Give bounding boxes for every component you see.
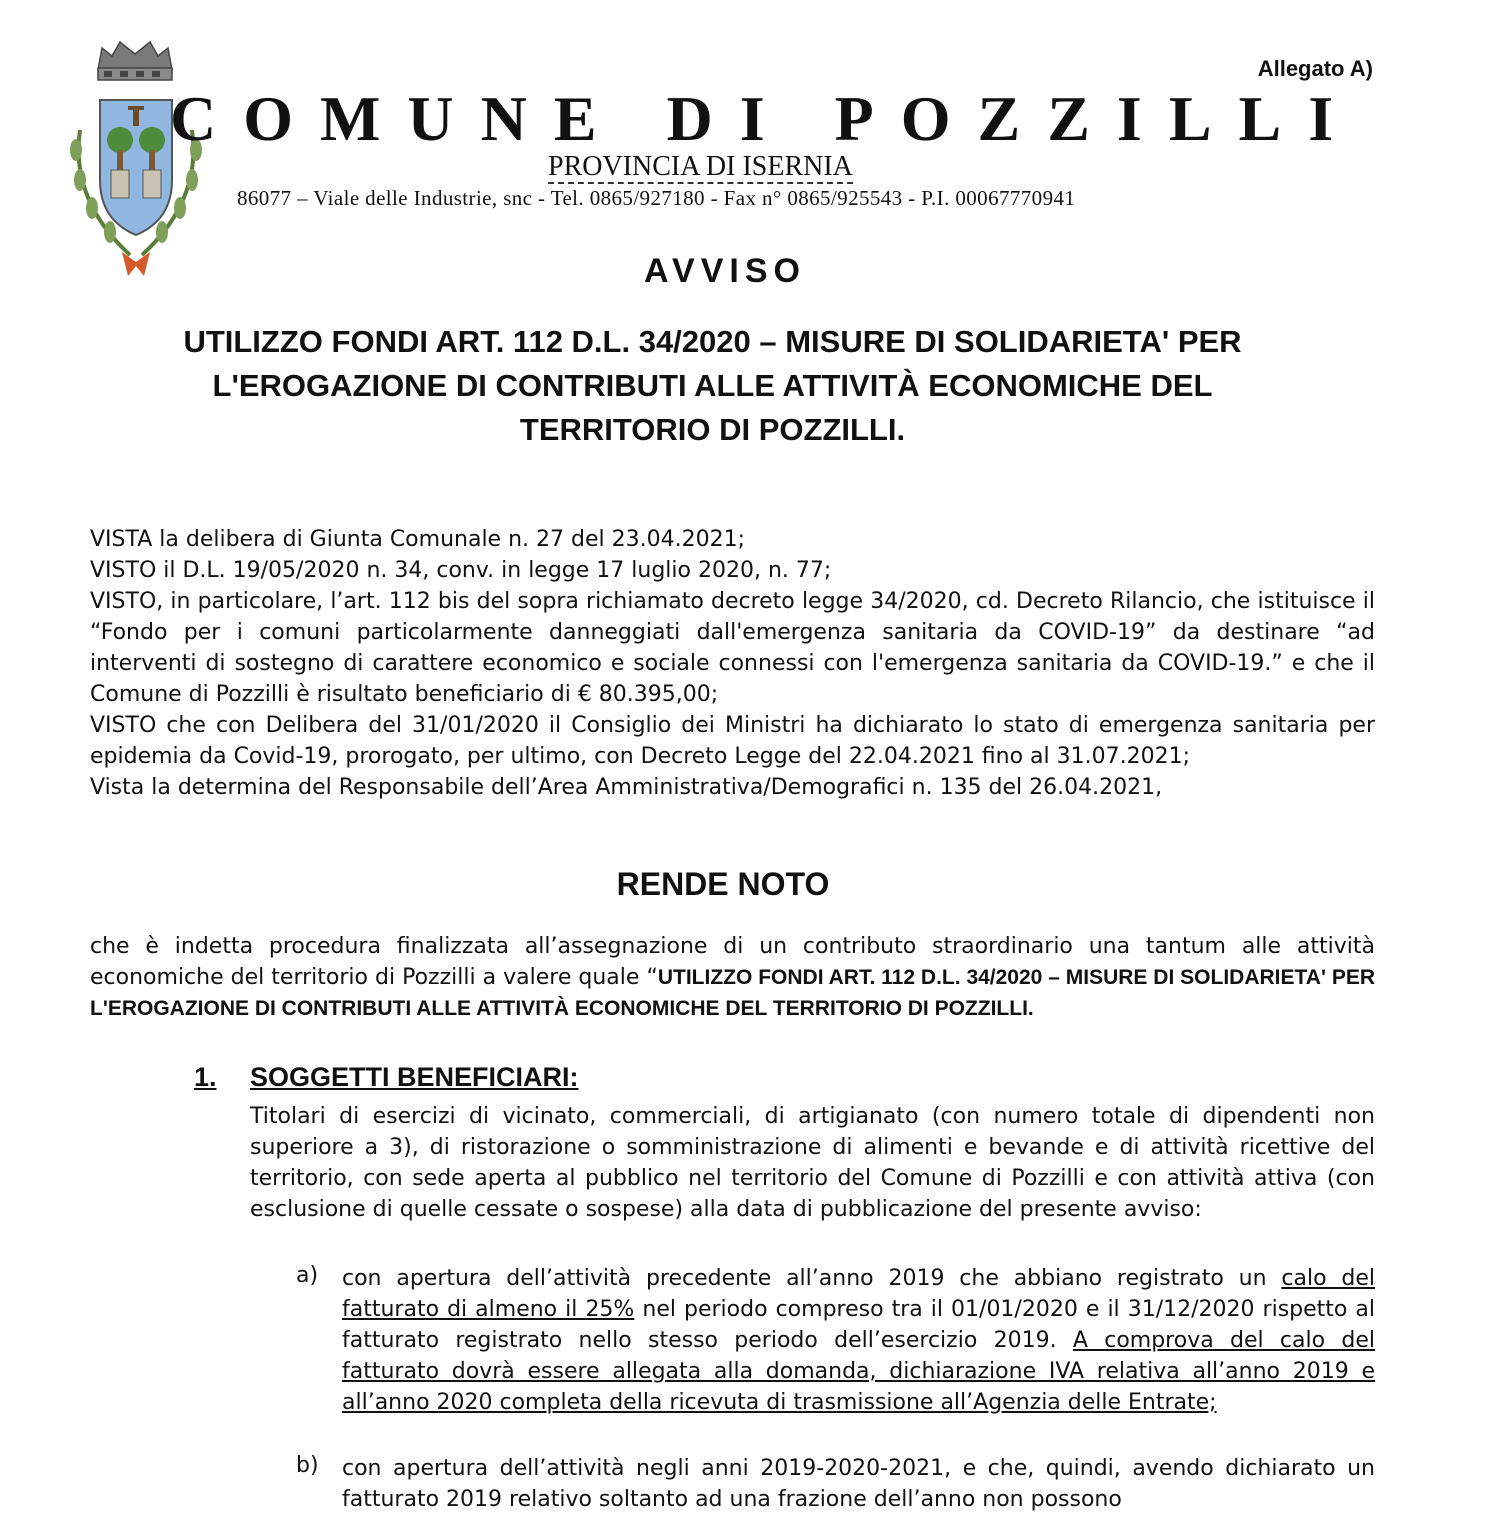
- section-title: SOGGETTI BENEFICIARI:: [250, 1062, 579, 1092]
- subject-line: L'EROGAZIONE DI CONTRIBUTI ALLE ATTIVITÀ ECONOMICHE DEL: [212, 368, 1213, 403]
- item-b-text: con apertura dell’attività negli anni 2019-2020-2021, e che, quindi, avendo dichiarato un fatturato 2019 relativo soltanto ad una frazione dell’anno non possono: [342, 1456, 1375, 1512]
- item-a-part: con apertura dell’attività precedente all’anno 2019 che abbiano registrato un: [342, 1266, 1282, 1291]
- item-a-underlined: calo del fatturato di almeno il 25%: [342, 1266, 1375, 1322]
- notice-subject: [130, 320, 1295, 452]
- item-letter: b): [296, 1453, 319, 1478]
- premise-paragraph: VISTO, in particolare, l’art. 112 bis del sopra richiamato decreto legge 34/2020, cd. Decreto Rilancio, che istituisce il “Fondo per i comuni particolarmente danneggiati dall'emergenza sanitaria da COVID-19” da destinare “ad interventi di sostegno di carattere economico e sociale connessi con l'emergenza sanitaria da COVID-19.” e che il Comune di Pozzilli è risultato beneficiario di € 80.395,00;: [90, 589, 1375, 707]
- subject-line: UTILIZZO FONDI ART. 112 D.L. 34/2020 – MISURE DI SOLIDARIETA' PER: [183, 324, 1242, 359]
- item-a-part: nel periodo compreso tra il 01/01/2020 e il 31/12/2020 rispetto al fatturato registrato nello stesso periodo dell’esercizio 2019.: [342, 1297, 1375, 1353]
- section-number: 1.: [194, 1062, 217, 1092]
- municipality-name: COMUNE DI POZZILLI: [170, 83, 1361, 154]
- premise-paragraph: VISTO il D.L. 19/05/2020 n. 34, conv. in legge 17 luglio 2020, n. 77;: [90, 558, 832, 583]
- announcement-paragraph: [90, 931, 1375, 1024]
- annex-label: Allegato A): [1257, 56, 1373, 81]
- province-name: PROVINCIA DI ISERNIA: [548, 151, 853, 182]
- premises-block: [90, 524, 1375, 803]
- notice-title: AVVISO: [644, 252, 806, 290]
- contact-address: 86077 – Viale delle Industrie, snc - Tel. 0865/927180 - Fax n° 0865/925543 - P.I. 00067770941: [237, 186, 1076, 210]
- announcement-intro: che è indetta procedura finalizzata all’assegnazione di un contributo straordinario una tantum alle attività economiche del territorio di Pozzilli a valere quale “: [90, 934, 1375, 990]
- premise-paragraph: Vista la determina del Responsabile dell’Area Amministrativa/Demografici n. 135 del 26.04.2021,: [90, 775, 1163, 800]
- item-letter: a): [296, 1263, 319, 1288]
- premise-paragraph: VISTO che con Delibera del 31/01/2020 il Consiglio dei Ministri ha dichiarato lo stato di emergenza sanitaria per epidemia da Covid-19, prorogato, per ultimo, con Decreto Legge del 22.04.2021 fino al 31.07.2021;: [90, 713, 1375, 769]
- subject-line: TERRITORIO DI POZZILLI.: [519, 412, 906, 447]
- announcement-intro-bold: UTILIZZO FONDI ART. 112 D.L. 34/2020 – MISURE DI SOLIDARIETA' PER L'EROGAZIONE DI CONTRIBUTI ALLE ATTIVITÀ ECONOMICHE DEL TERRITORIO DI POZZILLI.: [90, 966, 1375, 1020]
- item-a-text: [342, 1263, 1375, 1418]
- section-body: Titolari di esercizi di vicinato, commerciali, di artigianato (con numero totale di dipendenti non superiore a 3), di ristorazione o somministrazione di alimenti e bevande e di attività ricettive del territorio, con sede aperta al pubblico nel territorio del Comune di Pozzilli e con attività attiva (con esclusione di quelle cessate o sospese) alla data di pubblicazione del presente avviso:: [250, 1104, 1375, 1222]
- announcement-heading: RENDE NOTO: [616, 866, 830, 902]
- premise-paragraph: VISTA la delibera di Giunta Comunale n. 27 del 23.04.2021;: [90, 527, 745, 552]
- item-a-underlined: A comprova del calo del fatturato dovrà essere allegata alla domanda, dichiarazione IVA relativa all’anno 2019 e all’anno 2020 completa della ricevuta di trasmissione all’Agenzia delle Entrate;: [342, 1328, 1375, 1415]
